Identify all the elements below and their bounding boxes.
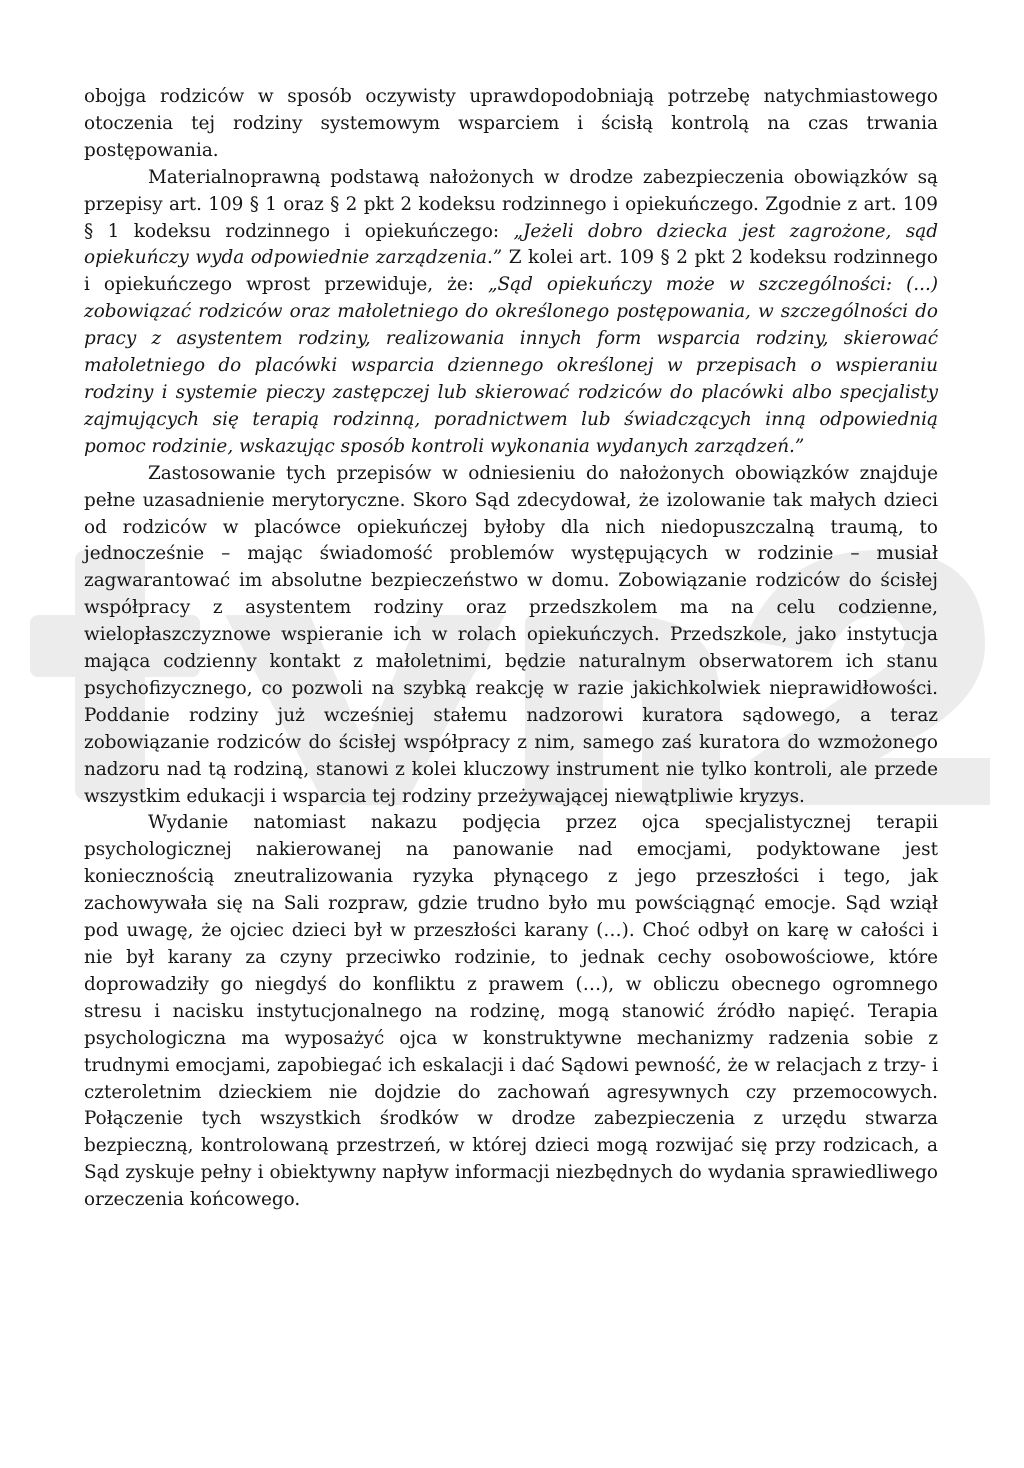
paragraph-2-text: Materialnoprawną podstawą nałożonych w drodze zabezpieczenia obowiązków są przepisy art. 109 § 1 oraz § 2 pkt 2 kodeksu rodzinnego i opiekuńczego. Zgodnie z art. 109 § 1 kodeksu rodzinnego i opiekuńczego: <box>84 166 938 242</box>
paragraph-3 <box>84 461 938 811</box>
quote-art-109-par-1: „Jeżeli dobro dziecka jest zagrożone, sąd opiekuńczy wyda odpowiednie zarządzenia.” <box>84 220 938 269</box>
paragraph-2 <box>84 165 938 461</box>
paragraph-4 <box>84 810 938 1214</box>
paragraph-1-text: obojga rodziców w sposób oczywisty uprawdopodobniają potrzebę natychmiastowego otoczenia tej rodziny systemowym wsparciem i ścisłą kontrolą na czas trwania postępowania. <box>84 86 938 161</box>
paragraph-1 <box>84 84 938 165</box>
paragraph-4-text: Wydanie natomiast nakazu podjęcia przez ojca specjalistycznej terapii psychologicznej nakierowanej na panowanie nad emocjami, podyktowane jest koniecznością zneutralizowania ryzyka płynącego z jego przeszłości i tego, jak zachowywała się na Sali rozpraw, gdzie trudno było mu powściągnąć emocje. Sąd wziął pod uwagę, że ojciec dzieci był w przeszłości karany (…). Choć odbył on karę w całości i nie był karany za czyny przeciwko rodzinie, to jednak cechy osobowościowe, które doprowadziły go niegdyś do konfliktu z prawem (…), w obliczu obecnego ogromnego stresu i nacisku instytucjonalnego na rodzinę, mogą stanowić źródło napięć. Terapia psychologiczna ma wyposażyć ojca w konstruktywne mechanizmy radzenia sobie z trudnymi emocjami, zapobiegać ich eskalacji i dać Sądowi pewność, że w relacjach z trzy- i czteroletnim dzieckiem nie dojdzie do zachowań agresywnych czy przemocowych. Połączenie tych wszystkich środków w drodze zabezpieczenia z urzędu stwarza bezpieczną, kontrolowaną przestrzeń, w której dzieci mogą rozwijać się przy rodzicach, a Sąd zyskuje pełny i obiektywny napływ informacji niezbędnych do wydania sprawiedliwego orzeczenia końcowego. <box>84 812 938 1211</box>
document-body <box>84 84 938 1214</box>
quote-art-109-par-2: „Sąd opiekuńczy może w szczególności: (...) zobowiązać rodziców oraz małoletniego do określonego postępowania, w szczególności do pracy z asystentem rodziny, realizowania innych form wsparcia rodziny, skierować małoletniego do placówki wsparcia dziennego określonej w przepisach o wspieraniu rodziny i systemie pieczy zastępczej lub skierować rodziców do placówki albo specjalisty zajmujących się terapią rodzinną, poradnictwem lub świadczących inną odpowiednią pomoc rodzinie, wskazując sposób kontroli wykonania wydanych zarządzeń.” <box>84 274 938 457</box>
paragraph-2-text-continued: Z kolei art. 109 § 2 pkt 2 kodeksu rodzinnego i opiekuńczego wprost przewiduje, że: <box>84 247 938 296</box>
paragraph-3-text: Zastosowanie tych przepisów w odniesieniu do nałożonych obowiązków znajduje pełne uzasadnienie merytoryczne. Skoro Sąd zdecydował, że izolowanie tak małych dzieci od rodziców w placówce opiekuńczej byłoby dla nich niedopuszczalną traumą, to jednocześnie – mając świadomość problemów występujących w rodzinie – musiał zagwarantować im absolutne bezpieczeństwo w domu. Zobowiązanie rodziców do ścisłej współpracy z asystentem rodziny oraz przedszkolem ma na celu codzienne, wielopłaszczyznowe wspieranie ich w rolach opiekuńczych. Przedszkole, jako instytucja mająca codzienny kontakt z małoletnimi, będzie naturalnym obserwatorem ich stanu psychofizycznego, co pozwoli na szybką reakcję w razie jakichkolwiek nieprawidłowości. Poddanie rodziny już wcześniej stałemu nadzorowi kuratora sądowego, a teraz zobowiązanie rodziców do ścisłej współpracy z nim, samego zaś kuratora do wzmożonego nadzoru nad tą rodziną, stanowi z kolei kluczowy instrument nie tylko kontroli, ale przede wszystkim edukacji i wsparcia tej rodziny przeżywającej niewątpliwie kryzys. <box>84 462 938 807</box>
